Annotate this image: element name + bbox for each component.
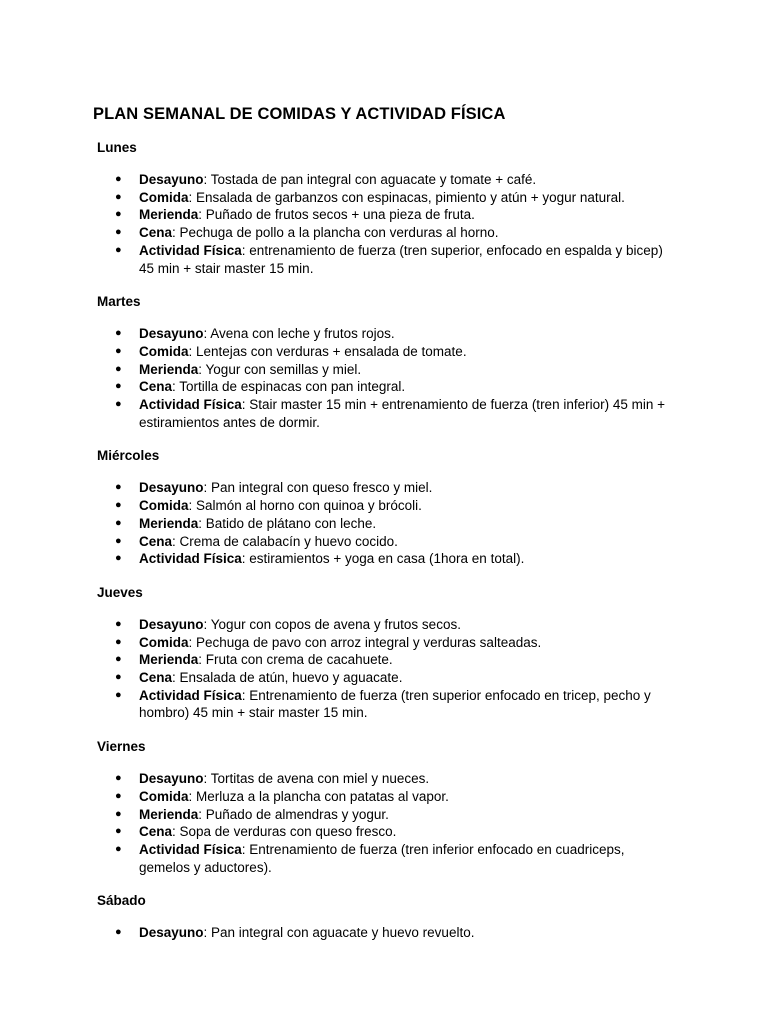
day-heading: Sábado — [97, 893, 146, 909]
weekly-plan — [97, 139, 677, 958]
meal-text: : Tostada de pan integral con aguacate y tomate + café. — [203, 172, 537, 187]
meal-text: : Ensalada de atún, huevo y aguacate. — [172, 670, 403, 686]
meal-text: : Yogur con semillas y miel. — [198, 361, 362, 377]
list-item — [97, 823, 677, 841]
list-item — [97, 343, 677, 361]
list-item — [97, 634, 677, 652]
list-item — [97, 325, 677, 343]
bullet-icon: ● — [115, 362, 122, 375]
meal-text: : Pechuga de pollo a la plancha con verduras al horno. — [172, 225, 499, 241]
bullet-icon: ● — [115, 671, 122, 684]
bullet-icon: ● — [115, 173, 122, 185]
activity-text: : Stair master 15 min + entrenamiento de fuerza (tren inferior) 45 min + estiramientos antes de dormir. — [139, 397, 665, 430]
meal-label: Desayuno — [139, 925, 204, 941]
list-item — [97, 361, 677, 379]
meal-label: Desayuno — [139, 480, 204, 496]
meal-text: : Fruta con crema de cacahuete. — [198, 652, 393, 668]
meal-label: Merienda — [139, 207, 199, 223]
activity-label: Actividad Física — [139, 687, 242, 703]
day-heading: Martes — [97, 294, 141, 310]
meal-label: Cena — [139, 824, 173, 840]
activity-text: : estiramientos + yoga en casa (1hora en total). — [241, 551, 525, 567]
list-item — [97, 396, 677, 431]
meal-label: Merienda — [139, 652, 199, 668]
list-item — [97, 616, 677, 634]
meal-text: : Salmón al horno con quinoa y brócoli. — [188, 498, 422, 514]
bullet-icon: ● — [115, 327, 122, 340]
activity-text: : Entrenamiento de fuerza (tren superior enfocado en tricep, pecho y hombro) 45 min + stair master 15 min. — [139, 687, 651, 721]
activity-text: : entrenamiento de fuerza (tren superior, enfocado en espalda y bicep) 45 min + stair master 15 min. — [139, 242, 663, 276]
bullet-icon: ● — [115, 807, 122, 820]
bullet-icon: ● — [115, 635, 122, 648]
meal-text: : Puñado de almendras y yogur. — [198, 806, 389, 822]
bullet-icon: ● — [115, 653, 122, 666]
bullet-icon: ● — [115, 398, 122, 411]
activity-label: Actividad Física — [139, 397, 242, 413]
meal-text: : Batido de plátano con leche. — [198, 515, 377, 531]
day-section-jueves — [97, 584, 677, 722]
meal-label: Desayuno — [139, 616, 204, 632]
bullet-icon: ● — [115, 842, 122, 855]
meal-text: : Pechuga de pavo con arroz integral y verduras salteadas. — [188, 634, 542, 650]
meal-text: : Sopa de verduras con queso fresco. — [172, 824, 397, 840]
day-heading: Viernes — [97, 739, 146, 755]
meal-text: : Lentejas con verduras + ensalada de tomate. — [188, 343, 467, 359]
list-item — [97, 189, 677, 207]
bullet-icon: ● — [115, 481, 122, 494]
meal-text: : Tortitas de avena con miel y nueces. — [203, 771, 430, 787]
meal-label: Comida — [139, 788, 189, 804]
day-section-lunes — [97, 139, 677, 277]
day-section-martes — [97, 293, 677, 431]
day-section-sabado — [97, 892, 677, 942]
activity-label: Actividad Física — [139, 841, 242, 857]
list-item — [97, 806, 677, 824]
list-item — [97, 841, 677, 876]
meal-text: : Ensalada de garbanzos con espinacas, pimiento y atún + yogur natural. — [188, 189, 625, 205]
bullet-icon: ● — [115, 534, 122, 547]
bullet-icon: ● — [115, 208, 122, 221]
day-item-list — [97, 479, 677, 568]
meal-text: : Puñado de frutos secos + una pieza de fruta. — [198, 207, 475, 223]
day-section-miercoles — [97, 447, 677, 568]
activity-label: Actividad Física — [139, 551, 242, 567]
day-heading: Miércoles — [97, 448, 160, 464]
bullet-icon: ● — [115, 344, 122, 357]
meal-label: Desayuno — [139, 326, 204, 342]
bullet-icon: ● — [115, 243, 122, 256]
bullet-icon: ● — [115, 516, 122, 529]
bullet-icon: ● — [115, 772, 122, 785]
meal-label: Comida — [139, 498, 189, 514]
bullet-icon: ● — [115, 789, 122, 802]
meal-text: : Avena con leche y frutos rojos. — [203, 326, 395, 342]
list-item — [97, 651, 677, 669]
list-item — [97, 206, 677, 224]
list-item — [97, 224, 677, 242]
meal-text: : Pan integral con aguacate y huevo revuelto. — [203, 925, 475, 941]
activity-text: : Entrenamiento de fuerza (tren inferior enfocado en cuadriceps, gemelos y aductores). — [139, 841, 625, 875]
meal-label: Cena — [139, 225, 173, 241]
meal-label: Desayuno — [139, 172, 204, 187]
day-item-list — [97, 616, 677, 722]
day-heading: Lunes — [97, 140, 137, 155]
day-item-list — [97, 924, 677, 942]
list-item — [97, 171, 677, 189]
bullet-icon: ● — [115, 552, 122, 565]
meal-label: Cena — [139, 379, 173, 395]
list-item — [97, 479, 677, 497]
bullet-icon: ● — [115, 617, 122, 630]
meal-text: : Tortilla de espinacas con pan integral. — [172, 379, 406, 395]
day-item-list — [97, 325, 677, 431]
list-item — [97, 550, 677, 568]
meal-label: Comida — [139, 343, 189, 359]
list-item — [97, 924, 677, 942]
day-item-list — [97, 171, 677, 277]
bullet-icon: ● — [115, 190, 122, 203]
meal-text: : Yogur con copos de avena y frutos secos. — [203, 616, 461, 632]
list-item — [97, 242, 677, 277]
meal-label: Merienda — [139, 361, 199, 377]
day-heading: Jueves — [97, 584, 143, 600]
list-item — [97, 378, 677, 396]
bullet-icon: ● — [115, 499, 122, 512]
meal-label: Cena — [139, 533, 173, 549]
meal-label: Cena — [139, 670, 173, 686]
day-item-list — [97, 770, 677, 876]
list-item — [97, 515, 677, 533]
list-item — [97, 788, 677, 806]
page-title: PLAN SEMANAL DE COMIDAS Y ACTIVIDAD FÍSICA — [93, 105, 506, 123]
meal-label: Merienda — [139, 515, 199, 531]
bullet-icon: ● — [115, 825, 122, 838]
list-item — [97, 770, 677, 788]
bullet-icon: ● — [115, 688, 122, 701]
meal-label: Merienda — [139, 806, 199, 822]
activity-label: Actividad Física — [139, 242, 242, 258]
meal-label: Desayuno — [139, 771, 204, 787]
list-item — [97, 687, 677, 722]
list-item — [97, 497, 677, 515]
meal-text: : Pan integral con queso fresco y miel. — [203, 480, 433, 496]
list-item — [97, 533, 677, 551]
bullet-icon: ● — [115, 226, 122, 239]
list-item — [97, 669, 677, 687]
bullet-icon: ● — [115, 380, 122, 393]
meal-label: Comida — [139, 189, 189, 205]
bullet-icon: ● — [115, 926, 122, 939]
day-section-viernes — [97, 738, 677, 876]
meal-text: : Merluza a la plancha con patatas al vapor. — [188, 788, 449, 804]
meal-text: : Crema de calabacín y huevo cocido. — [172, 533, 398, 549]
meal-label: Comida — [139, 634, 189, 650]
